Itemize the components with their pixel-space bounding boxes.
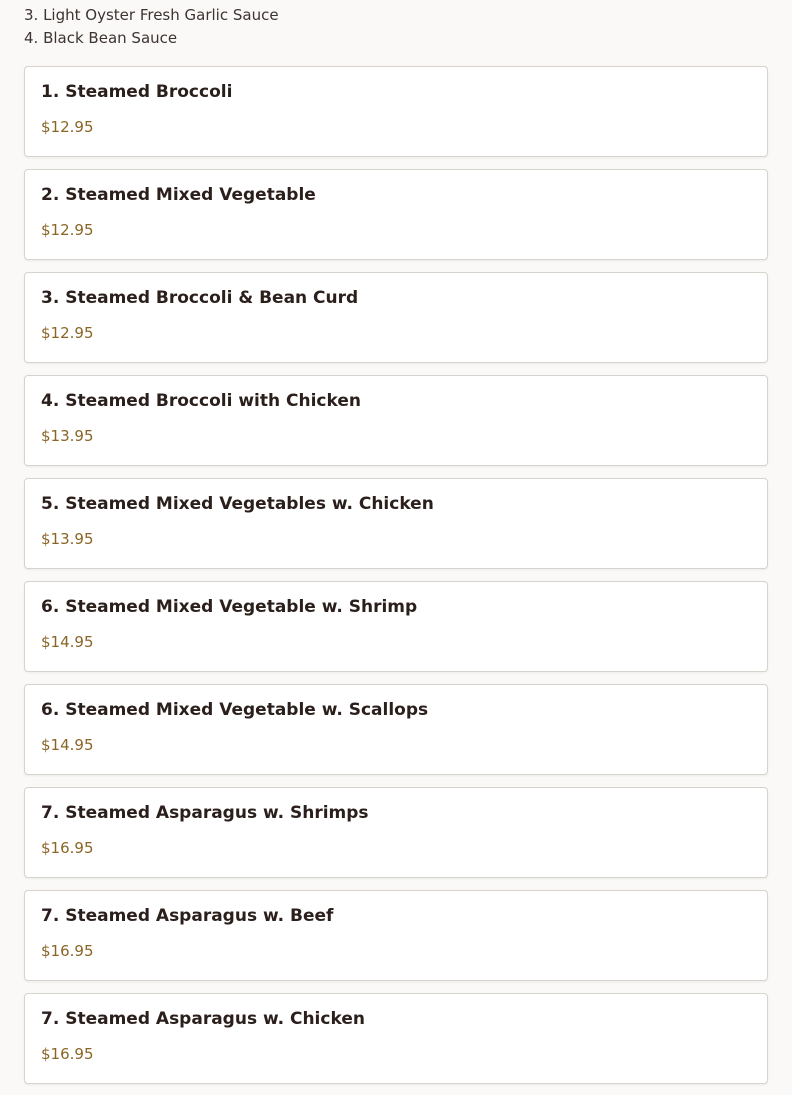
menu-item-card[interactable] (24, 478, 768, 569)
menu-item-name: 7. Steamed Asparagus w. Chicken (41, 1009, 365, 1029)
menu-item-price: $16.95 (41, 942, 94, 960)
menu-item-price: $14.95 (41, 633, 94, 651)
menu-item-price: $16.95 (41, 839, 94, 857)
menu-item-price: $14.95 (41, 736, 94, 754)
menu-item-price: $12.95 (41, 221, 94, 239)
sauce-list (24, 4, 279, 50)
menu-item-card[interactable] (24, 993, 768, 1084)
sauce-item: 4. Black Bean Sauce (24, 29, 178, 47)
menu-item-name: 4. Steamed Broccoli with Chicken (41, 391, 361, 411)
menu-item-card[interactable] (24, 684, 768, 775)
menu-item-card[interactable] (24, 169, 768, 260)
menu-item-price: $13.95 (41, 427, 94, 445)
menu-item-card[interactable] (24, 375, 768, 466)
sauce-item: 3. Light Oyster Fresh Garlic Sauce (24, 6, 279, 24)
menu-item-name: 5. Steamed Mixed Vegetables w. Chicken (41, 494, 434, 514)
menu-item-name: 7. Steamed Asparagus w. Shrimps (41, 803, 369, 823)
menu-item-price: $12.95 (41, 324, 94, 342)
menu-item-price: $12.95 (41, 118, 94, 136)
menu-item-price: $13.95 (41, 530, 94, 548)
menu-item-name: 7. Steamed Asparagus w. Beef (41, 906, 334, 926)
menu-item-name: 6. Steamed Mixed Vegetable w. Shrimp (41, 597, 418, 617)
menu-item-name: 6. Steamed Mixed Vegetable w. Scallops (41, 700, 429, 720)
menu-item-card[interactable] (24, 581, 768, 672)
menu-item-price: $16.95 (41, 1045, 94, 1063)
menu-item-list (24, 66, 768, 1095)
menu-item-name: 2. Steamed Mixed Vegetable (41, 185, 316, 205)
menu-item-card[interactable] (24, 66, 768, 157)
menu-item-name: 1. Steamed Broccoli (41, 82, 233, 102)
menu-item-card[interactable] (24, 890, 768, 981)
menu-item-card[interactable] (24, 272, 768, 363)
menu-item-name: 3. Steamed Broccoli & Bean Curd (41, 288, 359, 308)
menu-item-card[interactable] (24, 787, 768, 878)
